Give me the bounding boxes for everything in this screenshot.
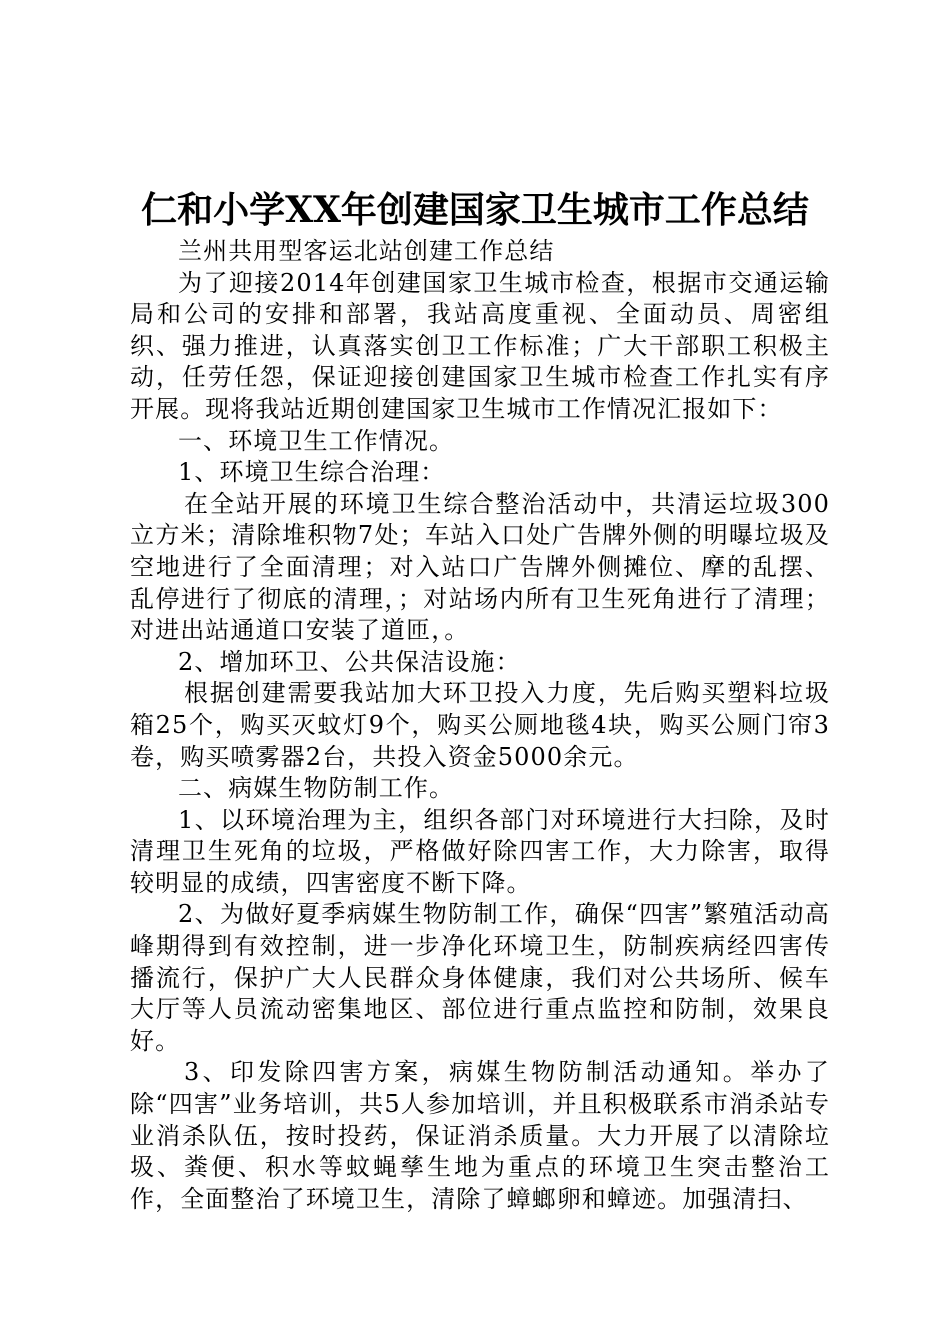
vector-control-paragraph-2: 2、为做好夏季病媒生物防制工作，确保“四害”繁殖活动高峰期得到有效控制，进一步净化环境卫生，防制疾病经四害传播流行，保护广大人民群众身体健康，我们对公共场所、候车大厅等人员流动密集地区、部位进行重点监控和防制，效果良好。: [130, 900, 830, 1055]
vector-control-paragraph-3: 3、印发除四害方案，病媒生物防制活动通知。举办了除“四害”业务培训，共5人参加培训，并且积极联系市消杀站专业消杀队伍，按时投药，保证消杀质量。大力开展了以清除垃圾、粪便、积水等蚊蝇孳生地为重点的环境卫生突击整治工作，全面整治了环境卫生，清除了蟑螂卵和蟑迹。加强清扫、: [130, 1058, 830, 1213]
vector-control-paragraph-1: 1、以环境治理为主，组织各部门对环境进行大扫除，及时清理卫生死角的垃圾，严格做好除四害工作，大力除害，取得较明显的成绩，四害密度不断下降。: [130, 805, 830, 897]
section-heading-environment: 一、环境卫生工作情况。: [178, 426, 455, 455]
document-body: [130, 236, 830, 1215]
document-title: 仁和小学XX年创建国家卫生城市工作总结: [141, 189, 809, 231]
subsection-heading-governance: 1、环境卫生综合治理：: [178, 458, 446, 487]
subtitle-paragraph: 兰州共用型客运北站创建工作总结: [178, 237, 555, 265]
section-heading-vector-control: 二、病媒生物防制工作。: [178, 774, 455, 803]
governance-paragraph: 在全站开展的环境卫生综合整治活动中，共清运垃圾300立方米；清除堆积物7处；车站入口处广告牌外侧的明曝垃圾及空地进行了全面清理；对入站口广告牌外侧摊位、摩的乱摆、乱停进行了彻底的清理，；对站场内所有卫生死角进行了清理；对进出站通道口安装了道匝，。: [130, 489, 830, 645]
facilities-paragraph: 根据创建需要我站加大环卫投入力度，先后购买塑料垃圾箱25个，购买灭蚊灯9个，购买公厕地毯4块，购买公厕门帘3卷，购买喷雾器2台，共投入资金5000余元。: [130, 679, 830, 771]
intro-paragraph: 为了迎接2014年创建国家卫生城市检查，根据市交通运输局和公司的安排和部署，我站高度重视、全面动员、周密组织、强力推进，认真落实创卫工作标准；广大干部职工积极主动，任劳任怨，保证迎接创建国家卫生城市检查工作扎实有序开展。现将我站近期创建国家卫生城市工作情况汇报如下：: [130, 268, 830, 423]
subsection-heading-facilities: 2、增加环卫、公共保洁设施：: [178, 647, 521, 676]
